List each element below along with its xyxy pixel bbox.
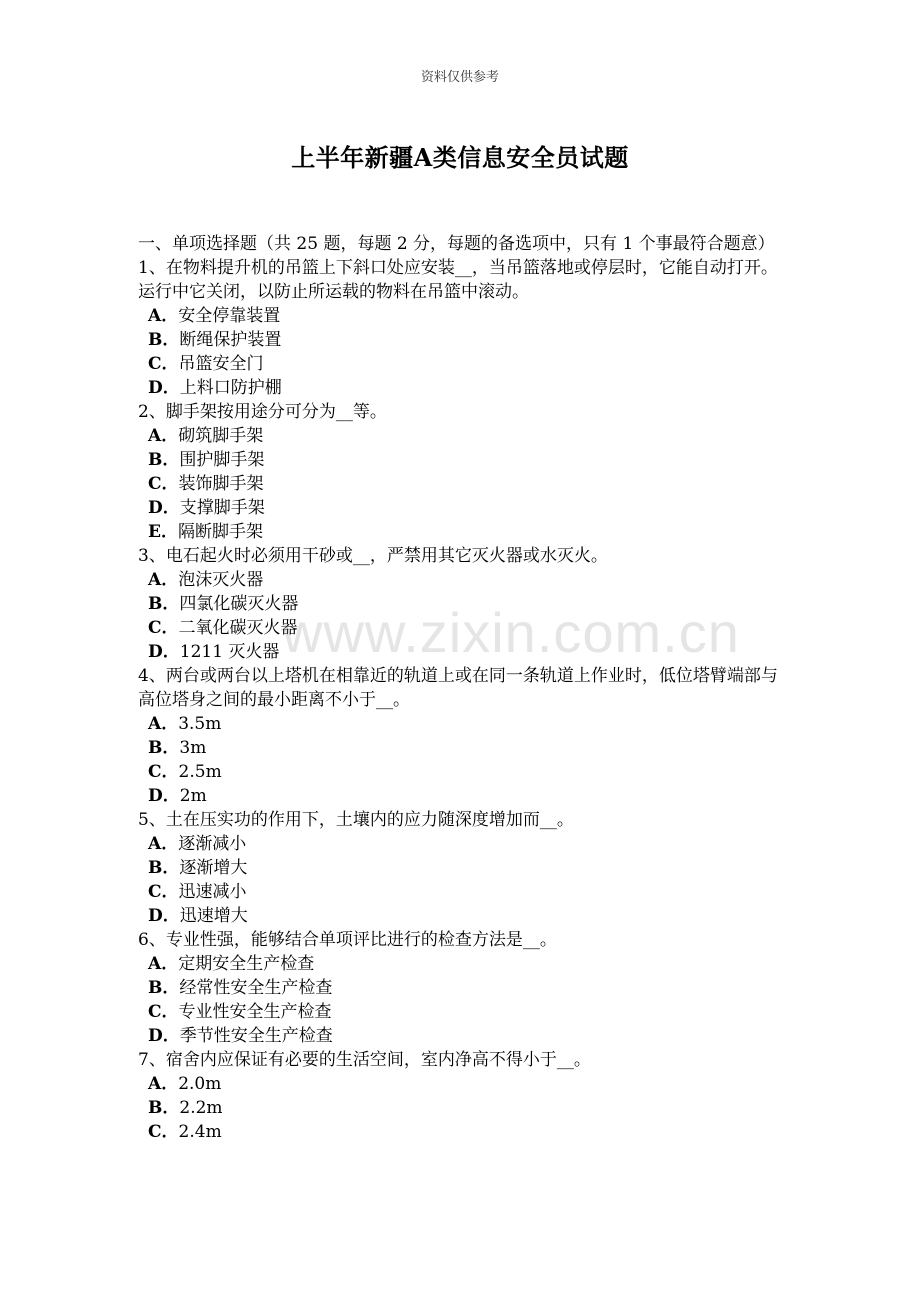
option-letter: B． (148, 594, 180, 614)
option-letter: A． (148, 426, 179, 446)
answer-option (138, 760, 784, 784)
answer-option (138, 1024, 784, 1048)
answer-option (138, 832, 784, 856)
option-text: 逐渐增大 (179, 858, 248, 878)
answer-option (138, 472, 784, 496)
option-text: 逐渐减小 (178, 834, 247, 854)
section-heading: 一、单项选择题（共 25 题，每题 2 分，每题的备选项中，只有 1 个事最符合题意） (138, 234, 775, 254)
option-text: 迅速增大 (179, 906, 248, 926)
question-item (138, 928, 784, 1048)
option-text: 专业性安全生产检查 (178, 1002, 332, 1022)
question-item (138, 256, 784, 400)
answer-option (138, 856, 784, 880)
option-letter: A． (148, 954, 179, 974)
header-note: 资料仅供参考 (420, 70, 499, 85)
option-letter: D． (148, 786, 180, 806)
option-text: 经常性安全生产检查 (179, 978, 333, 998)
answer-option (138, 496, 784, 520)
option-text: 装饰脚手架 (178, 474, 264, 494)
option-letter: B． (148, 450, 180, 470)
option-text: 2.4m (178, 1122, 222, 1142)
option-letter: A． (148, 834, 179, 854)
answer-option (138, 1120, 784, 1144)
answer-option (138, 376, 784, 400)
option-text: 迅速减小 (178, 882, 247, 902)
option-letter: C． (148, 762, 179, 782)
question-stem: 1、在物料提升机的吊篮上下斜口处应安装__，当吊篮落地或停层时，它能自动打开。运行中它关闭，以防止所运载的物料在吊篮中滚动。 (138, 258, 778, 302)
answer-option (138, 640, 784, 664)
answer-option (138, 1096, 784, 1120)
option-letter: A． (148, 306, 179, 326)
option-letter: D． (148, 498, 180, 518)
option-text: 2.2m (179, 1098, 223, 1118)
question-item (138, 664, 784, 808)
option-letter: B． (148, 978, 180, 998)
answer-option (138, 880, 784, 904)
answer-option (138, 1000, 784, 1024)
answer-option (138, 976, 784, 1000)
option-letter: D． (148, 906, 180, 926)
question-item (138, 400, 784, 544)
option-text: 隔断脚手架 (177, 522, 263, 542)
question-stem: 2、脚手架按用途分可分为__等。 (138, 402, 387, 422)
answer-option (138, 736, 784, 760)
option-letter: A． (148, 714, 179, 734)
option-letter: B． (148, 330, 180, 350)
question-stem: 6、专业性强，能够结合单项评比进行的检查方法是__。 (138, 930, 557, 950)
option-letter: A． (148, 570, 179, 590)
option-text: 吊篮安全门 (178, 354, 264, 374)
answer-option (138, 904, 784, 928)
answer-option (138, 448, 784, 472)
answer-option (138, 328, 784, 352)
option-text: 2m (179, 786, 207, 806)
watermark: www.zixin.com.cn (282, 601, 740, 664)
option-text: 砌筑脚手架 (178, 426, 264, 446)
option-letter: B． (148, 738, 180, 758)
option-letter: C． (148, 354, 179, 374)
answer-option (138, 952, 784, 976)
answer-option (138, 1072, 784, 1096)
option-text: 上料口防护棚 (179, 378, 282, 398)
question-stem: 5、土在压实功的作用下，土壤内的应力随深度增加而__。 (138, 810, 574, 830)
option-letter: C． (148, 618, 179, 638)
question-stem: 7、宿舍内应保证有必要的生活空间，室内净高不得小于__。 (138, 1050, 591, 1070)
option-letter: E． (148, 522, 178, 542)
option-text: 安全停靠装置 (178, 306, 281, 326)
option-text: 支撑脚手架 (179, 498, 265, 518)
question-item (138, 1048, 784, 1144)
question-item (138, 808, 784, 928)
option-text: 3m (179, 738, 207, 758)
option-letter: B． (148, 1098, 180, 1118)
answer-option (138, 712, 784, 736)
option-text: 1211 灭火器 (179, 642, 280, 662)
option-text: 定期安全生产检查 (178, 954, 315, 974)
option-text: 四氯化碳灭火器 (179, 594, 299, 614)
answer-option (138, 424, 784, 448)
answer-option (138, 592, 784, 616)
question-stem: 3、电石起火时必须用干砂或__，严禁用其它灭火器或水灭火。 (138, 546, 608, 566)
answer-option (138, 520, 784, 544)
option-letter: C． (148, 1122, 179, 1142)
option-letter: B． (148, 858, 180, 878)
question-list (138, 256, 784, 1144)
option-letter: D． (148, 1026, 180, 1046)
answer-option (138, 352, 784, 376)
option-text: 季节性安全生产检查 (179, 1026, 333, 1046)
answer-option (138, 616, 784, 640)
question-item (138, 544, 784, 664)
option-text: 2.5m (178, 762, 222, 782)
option-text: 二氧化碳灭火器 (178, 618, 298, 638)
answer-option (138, 568, 784, 592)
option-text: 2.0m (178, 1074, 222, 1094)
option-text: 泡沫灭火器 (178, 570, 264, 590)
page-title: 上半年新疆A类信息安全员试题 (291, 143, 629, 172)
option-text: 3.5m (178, 714, 222, 734)
option-letter: C． (148, 882, 179, 902)
option-text: 断绳保护装置 (179, 330, 282, 350)
option-letter: C． (148, 474, 179, 494)
answer-option (138, 784, 784, 808)
option-letter: D． (148, 378, 180, 398)
question-stem: 4、两台或两台以上塔机在相靠近的轨道上或在同一条轨道上作业时，低位塔臂端部与高位塔身之间的最小距离不小于__。 (138, 666, 778, 710)
exam-content (138, 232, 784, 1144)
option-letter: C． (148, 1002, 179, 1022)
answer-option (138, 304, 784, 328)
option-letter: D． (148, 642, 180, 662)
option-letter: A． (148, 1074, 179, 1094)
option-text: 围护脚手架 (179, 450, 265, 470)
